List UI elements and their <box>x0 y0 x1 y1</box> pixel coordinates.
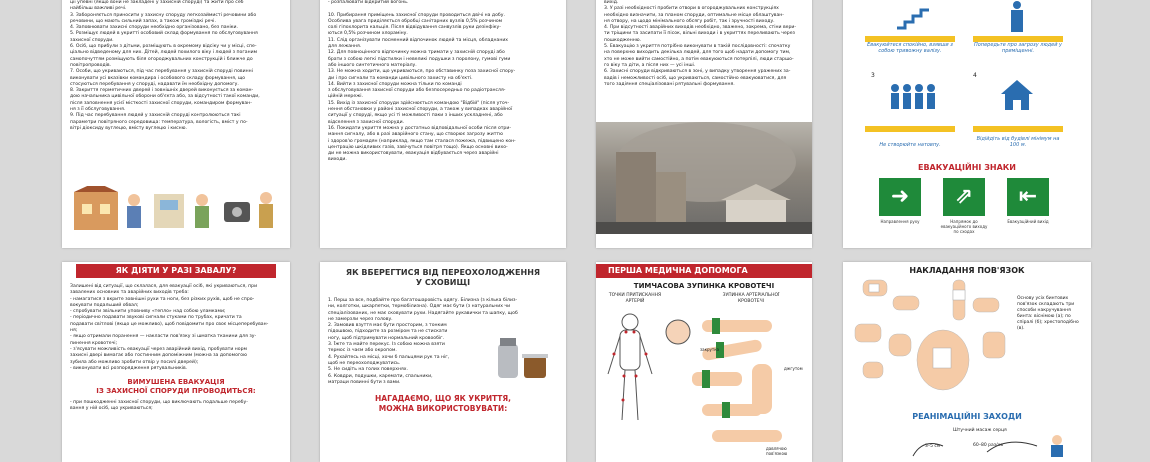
text-line: 14. Вийти з захисної споруди можна тільки по команді <box>328 81 462 87</box>
text-line: після заповнення усієї місткості захисної споруди, командиром формуван- <box>70 100 252 106</box>
text-line: 10. Прибирання приміщень захисної споруди проводиться двічі на добу. <box>328 12 505 18</box>
text-line: ти тріщини та засипати її пісок, вільні виходи і в укриттях переливають через <box>604 31 795 37</box>
cpr-label: Штучний масаж серця <box>953 428 1007 433</box>
crowd-icon <box>889 82 935 112</box>
text-line: щоб не переохолоджуватись. <box>328 360 401 366</box>
bandage-diagrams <box>853 278 1013 398</box>
arterial-bleeding-label <box>706 293 796 305</box>
pressure-bandage-label: давлячою пов'язкою <box>766 446 788 456</box>
move-away-caption: Відійдіть від будівлі мінімум на 100 м. <box>976 136 1060 148</box>
label-line: АРТЕРІЙ <box>625 299 645 304</box>
panel-title: ЯК ДІЯТИ У РАЗІ ЗАВАЛУ? <box>76 264 276 278</box>
cpr-rate: 60–80 раз/хв <box>973 443 1003 448</box>
panel-text <box>320 0 566 164</box>
sign-caption: Напрямок до евакуаційного виходу по сходах <box>940 219 988 234</box>
evacuate-calmly-caption: Евакуюйтеся спокійно, взявши з собою тривожну валізу. <box>867 42 953 54</box>
text-line: виходи. <box>328 157 347 163</box>
text-line: для лежання. <box>328 44 362 50</box>
text-line: і здоров'ю громадян (наприклад, якщо там сталася пожежа, підвищено кон- <box>328 138 516 144</box>
text-line: захисної споруди. <box>70 37 114 43</box>
text-line: - якщо отримали поранення — накласти пов'язку зі шматка тканини для зу- <box>70 334 257 340</box>
text-line: або іншого синтетичного матеріалу. <box>328 62 417 68</box>
panel-title: ПЕРША МЕДИЧНА ДОПОМОГА <box>596 264 812 278</box>
text-line: вихід. <box>604 0 619 5</box>
tourniquet-label: джгутом <box>784 366 803 371</box>
subheading-line: МОЖНА ВИКОРИСТОВУВАТИ: <box>378 404 508 414</box>
sign-caption: Евакуаційний вихід <box>1007 219 1049 224</box>
forced-evacuation-title <box>62 378 290 396</box>
text-line: підошвою, підходите за розміром та не стискати <box>328 329 448 335</box>
text-line: вадів і неможливості осіб, що укриваються, самостійно евакуюватися, для <box>604 75 787 81</box>
text-line: ції упевні (якщо вони не закладені у захисній споруді) та жити про себ <box>70 0 244 5</box>
smoke-photo <box>596 122 812 234</box>
text-line: термос із чаєм або окропом. <box>328 348 397 354</box>
text-line: нення обстановки у районі захисної споруди, а також у випадках аварійної <box>328 107 513 113</box>
text-line: 6. Захисні споруди відкриваються в зоні, у випадку утворення уражених за- <box>604 69 791 75</box>
text-line: 16. Покидати укриття можна у достатньо відповідальної особи після отри- <box>328 125 511 131</box>
label-line: ЗУПИНКА АРТЕРІАЛЬНОЇ <box>722 293 780 298</box>
text-line: 6. Ковдри, подушки, каремати, спальники, <box>328 373 433 379</box>
panel-text <box>62 0 290 132</box>
text-line: завалених основних та аварійних виходів треба: <box>70 290 189 296</box>
text-line: зубила або можливо зробити отвір у посилі дверей); <box>70 359 199 365</box>
text-line: Особлива увага приділяється обробці санітарних вузлів 0,5% розчином <box>328 18 503 24</box>
text-line: 11. Слід організувати посменний відпочинок людей та місця, обладнаних <box>328 37 509 43</box>
text-line: ня; <box>70 328 78 334</box>
text-line: 9. Під час перебування людей у захисній споруді контролюються такі <box>70 113 241 119</box>
panel-title <box>320 268 566 288</box>
text-line: ються 0,5% розчином хлораміну. <box>328 31 408 37</box>
text-line: дою начальника цивільної оборони об'єкта або, за відсутності такої команди, <box>70 94 260 100</box>
house-icon <box>999 78 1035 112</box>
text-line: матраци повинні бути з вами. <box>328 379 401 385</box>
text-line: мання сигналу, або в разі аварійного стану, що створює загрозу життю <box>328 132 503 138</box>
text-line: ни, колготки, шкарпетки, термобілизна). Одяг має бути (з натуральних чи <box>328 304 511 310</box>
text-line: ди і про сигнали та команди цивільного захисту на об'єкті. <box>328 75 473 81</box>
poster-panel-first-aid <box>596 262 812 462</box>
text-line: 1. Перш за все, подбайте про багатошаровість одягу. Білизна (з кілька білиз- <box>328 298 518 303</box>
text-line: 3. У разі необхідності пробити отвори в огороджувальних конструкціях <box>604 6 779 12</box>
building-fire-photo <box>596 122 812 234</box>
panel-text <box>62 400 290 413</box>
text-line: - розпалювати відкритий вогонь. <box>328 0 409 5</box>
sign-caption: Направлення руху <box>880 219 920 224</box>
stairs-exit-sign: ⇗ <box>943 178 985 216</box>
text-line: брати з собою легкі підстилки і невеликі подушки з поролону, гумові гуми <box>328 56 511 62</box>
poster-panel-evacuation <box>843 0 1091 248</box>
text-line: 5. Евакуацію з укриття потрібно виконувати в такій послідовності: спочатку <box>604 44 791 50</box>
text-line: ційній мережі. <box>328 94 364 100</box>
text-line: вання у ній осіб, що укриваються; <box>70 406 153 412</box>
text-line: го віку та діти, а після них — усі інші. <box>604 62 696 68</box>
person-icon <box>1007 0 1027 34</box>
text-line: 4. Заповнювати захисні споруди необхідно організовано, без паніки. <box>70 25 239 31</box>
text-line: пошкодженню. <box>604 37 642 43</box>
thermos-image <box>492 334 552 384</box>
direction-arrow-sign: ➜ <box>879 178 921 216</box>
text-line: на поверхню виходить декілька людей, для того щоб надати допомогу тим, <box>604 50 791 56</box>
text-line: параметри повітряного середовища: температура, вологість, вміст у по- <box>70 119 248 125</box>
title-line: У СХОВИЩІ <box>415 278 471 287</box>
text-line: захисні двері вимагає або гостинним допоміжним (можна за допомогою <box>70 353 247 359</box>
text-line: 4. При відсутності аварійних виходів необхідно, зважено, зокрема, стіни вери- <box>604 25 797 31</box>
text-line: 5. Розміщує людей в укритті особовий склад формування по обслуговування <box>70 31 258 37</box>
text-line: спеціалізованих, не має сковувати рухи. Надягайте рукавички та шапку, щоб <box>328 310 518 316</box>
warn-people-caption: Попередьте про загрозу людей у приміщенні. <box>973 42 1062 54</box>
poster-panel-shelter-rules-1 <box>62 0 290 248</box>
bandage-note: Основу усіх бинтових пов'язок складають три способи накручування бинта: віснімою (а); по спіралі (б); хрестоподібно (в). <box>1017 296 1079 331</box>
text-line: з обслуговування захисної споруди або безпосередньо по радіотрансля- <box>328 88 506 94</box>
resuscitation-title: РЕАНІМАЦІЙНІ ЗАХОДИ <box>912 412 1022 421</box>
label-line: ТОЧКИ ПРИТИСКАННЯ <box>608 293 662 298</box>
people-illustration <box>74 186 280 232</box>
text-line: 15. Вихід із захисної споруди здійснюється командою "Відбій" (після уточ- <box>328 100 510 106</box>
step-number: 4 <box>973 72 977 79</box>
text-line: - при пошкодженні захисної споруди, що виключають подальше перебу- <box>70 400 248 406</box>
subheading-line: ІЗ ЗАХИСНОЇ СПОРУДИ ПРОВОДИТЬСЯ: <box>96 387 256 396</box>
label-line: КРОВОТЕЧІ <box>737 299 765 304</box>
text-line: відселення з захисної споруди. <box>328 119 405 125</box>
panel-subtitle: ТИМЧАСОВА ЗУПИНКА КРОВОТЕЧІ <box>633 282 775 290</box>
text-line: - виконувати всі розпорядження рятувальників. <box>70 365 188 371</box>
twist-label: закрутка <box>700 347 720 352</box>
text-line: Залишені від ситуації, що склалася, для евакуації осіб, які укриваються, при <box>70 284 258 289</box>
text-line: 2. Замовив взуття має бути просторим, з тонким <box>328 323 447 329</box>
poster-panel-bandages <box>843 262 1091 462</box>
poster-panel-collapse <box>62 262 290 462</box>
poster-panel-shelter-exit <box>596 0 812 248</box>
divider-bar <box>973 126 1063 132</box>
text-line: 3. Забороняється приносити у захисну споруду легкозаймисті речовини або <box>70 12 257 18</box>
text-line: пинення кровотечі; <box>70 340 118 346</box>
tourniquet-diagrams <box>692 314 810 454</box>
text-line: центрацію шкідливих газів, завічуться повітря тощо). Якщо основні вихо- <box>328 144 508 150</box>
text-line: - з'ясувати можливість евакуації через аварійний вихід, пробувати норм <box>70 346 248 352</box>
text-line: ціально відведеному для них. Дітей, людей похилого віку і людей з поганим <box>70 50 258 56</box>
cpr-depth: 3–5 см <box>925 444 941 449</box>
text-line: не замерзли через голову. <box>328 316 393 322</box>
panel-title: НАКЛАДАННЯ ПОВ'ЯЗОК <box>909 266 1025 275</box>
text-line: 7. Особи, що укриваються, під час перебування у захисній споруді повинні <box>70 69 253 75</box>
poster-panel-hypothermia <box>320 262 566 462</box>
text-line: самопочуттям розміщують біля огороджувальних конструкцій і ближче до <box>70 56 253 62</box>
cpr-diagram <box>907 432 1087 458</box>
poster-panel-shelter-rules-2 <box>320 0 566 248</box>
text-line: вокувати подальший обвал; <box>70 302 139 308</box>
text-line: 8. Закриття герметичних дверей і зовнішніх дверей виконується за коман- <box>70 88 254 94</box>
text-line: речовини, що мають сильний запах, а також громіздкі речі. <box>70 18 216 24</box>
step-number: 3 <box>871 72 875 79</box>
subheading-line: НАГАДАЄМО, ЩО ЯК УКРИТТЯ, <box>375 394 511 404</box>
body-diagram <box>600 310 700 460</box>
text-line: 3. Їжте та майте перекус. Із собою можна взяти <box>328 342 445 348</box>
text-line: ня з її обслуговування. <box>70 107 126 113</box>
text-line: вітрі діоксиду вуглецю, вмісту вуглецю і кисню. <box>70 125 187 131</box>
text-line: 12. Для повноцінного відпочинку можна тримати у захисній споруді або <box>328 50 505 56</box>
text-line: 6. Осіб, що прибули з дітьми, розміщують в окремому відсіку чи у місці, спе- <box>70 44 257 50</box>
subheading-line: ВИМУШЕНА ЕВАКУАЦІЯ <box>127 378 225 387</box>
text-line: - спробувати звільнити уповниву «тепло» над собою уламками; <box>70 309 226 315</box>
emergency-exit-sign: ⇤ <box>1007 178 1049 216</box>
text-line: ситуації у споруді, якщо усі ті можливості паки з інших ускладнені, або <box>328 113 503 119</box>
title-line: ЯК ВБЕРЕГТИСЯ ВІД ПЕРЕОХОЛОДЖЕННЯ <box>345 268 541 277</box>
divider-bar <box>865 126 955 132</box>
text-line: хто не може вийти самостійно, а потім евакуюються потерпілі, люди старшо- <box>604 56 794 62</box>
shelter-options-title <box>320 394 566 414</box>
text-line: подавати світлові (якщо це можливо), щоб повідомити про своє місцеперебуван- <box>70 321 269 327</box>
text-line: солі гіпохлорита кальція. Після відвідування санвузлів руки дезінфіку- <box>328 25 501 31</box>
text-line: - намагатися з вкрите зовнішні рухи та ноги, без різких рухів, щоб не спро- <box>70 296 255 302</box>
text-line: ня отвору, на щодо мінімального обсягу робіт, так і зручності виходу. <box>604 18 775 24</box>
panel-text <box>62 262 290 372</box>
text-line: повітропроводів. <box>70 62 112 68</box>
text-line: виконувати усі вказівки командира і особового складу формування, що <box>70 75 246 81</box>
text-line: необхідно визначити, за планом споруди, оптимальне місце облаштуван- <box>604 12 784 18</box>
pressure-points-label <box>600 293 670 305</box>
text-line: того задіяння спеціалізовані рятувальні формування. <box>604 81 735 87</box>
text-line: 4. Рухайтесь на місці, хочи б пальцями рук та ніг, <box>328 354 450 360</box>
text-line: стосуються перебування у споруді, надавати їм необхідну допомогу. <box>70 81 239 87</box>
text-line: найбільш важливі речі. <box>70 6 127 12</box>
text-line: ди не можна використовувати, евакуація відбувається через аварійні <box>328 151 499 157</box>
illustration-strip <box>74 186 280 232</box>
text-line: 13. Не можна ходити, що укриваються, про обставинку поза захисної спору- <box>328 69 516 75</box>
stairs-icon <box>895 2 935 34</box>
text-line: 5. Не сидіть на голих поверхнях. <box>328 367 408 373</box>
text-line: ногу, щоб підтримувати нормальний кровообіг. <box>328 335 445 341</box>
evacuation-signs-title: ЕВАКУАЦІЙНІ ЗНАКИ <box>917 163 1016 172</box>
no-crowd-caption: Не створюйте натовпу. <box>879 142 941 148</box>
panel-text <box>596 0 812 88</box>
text-line: - періодично подавати звукові сигнали стуками по трубах, кричати та <box>70 315 242 321</box>
